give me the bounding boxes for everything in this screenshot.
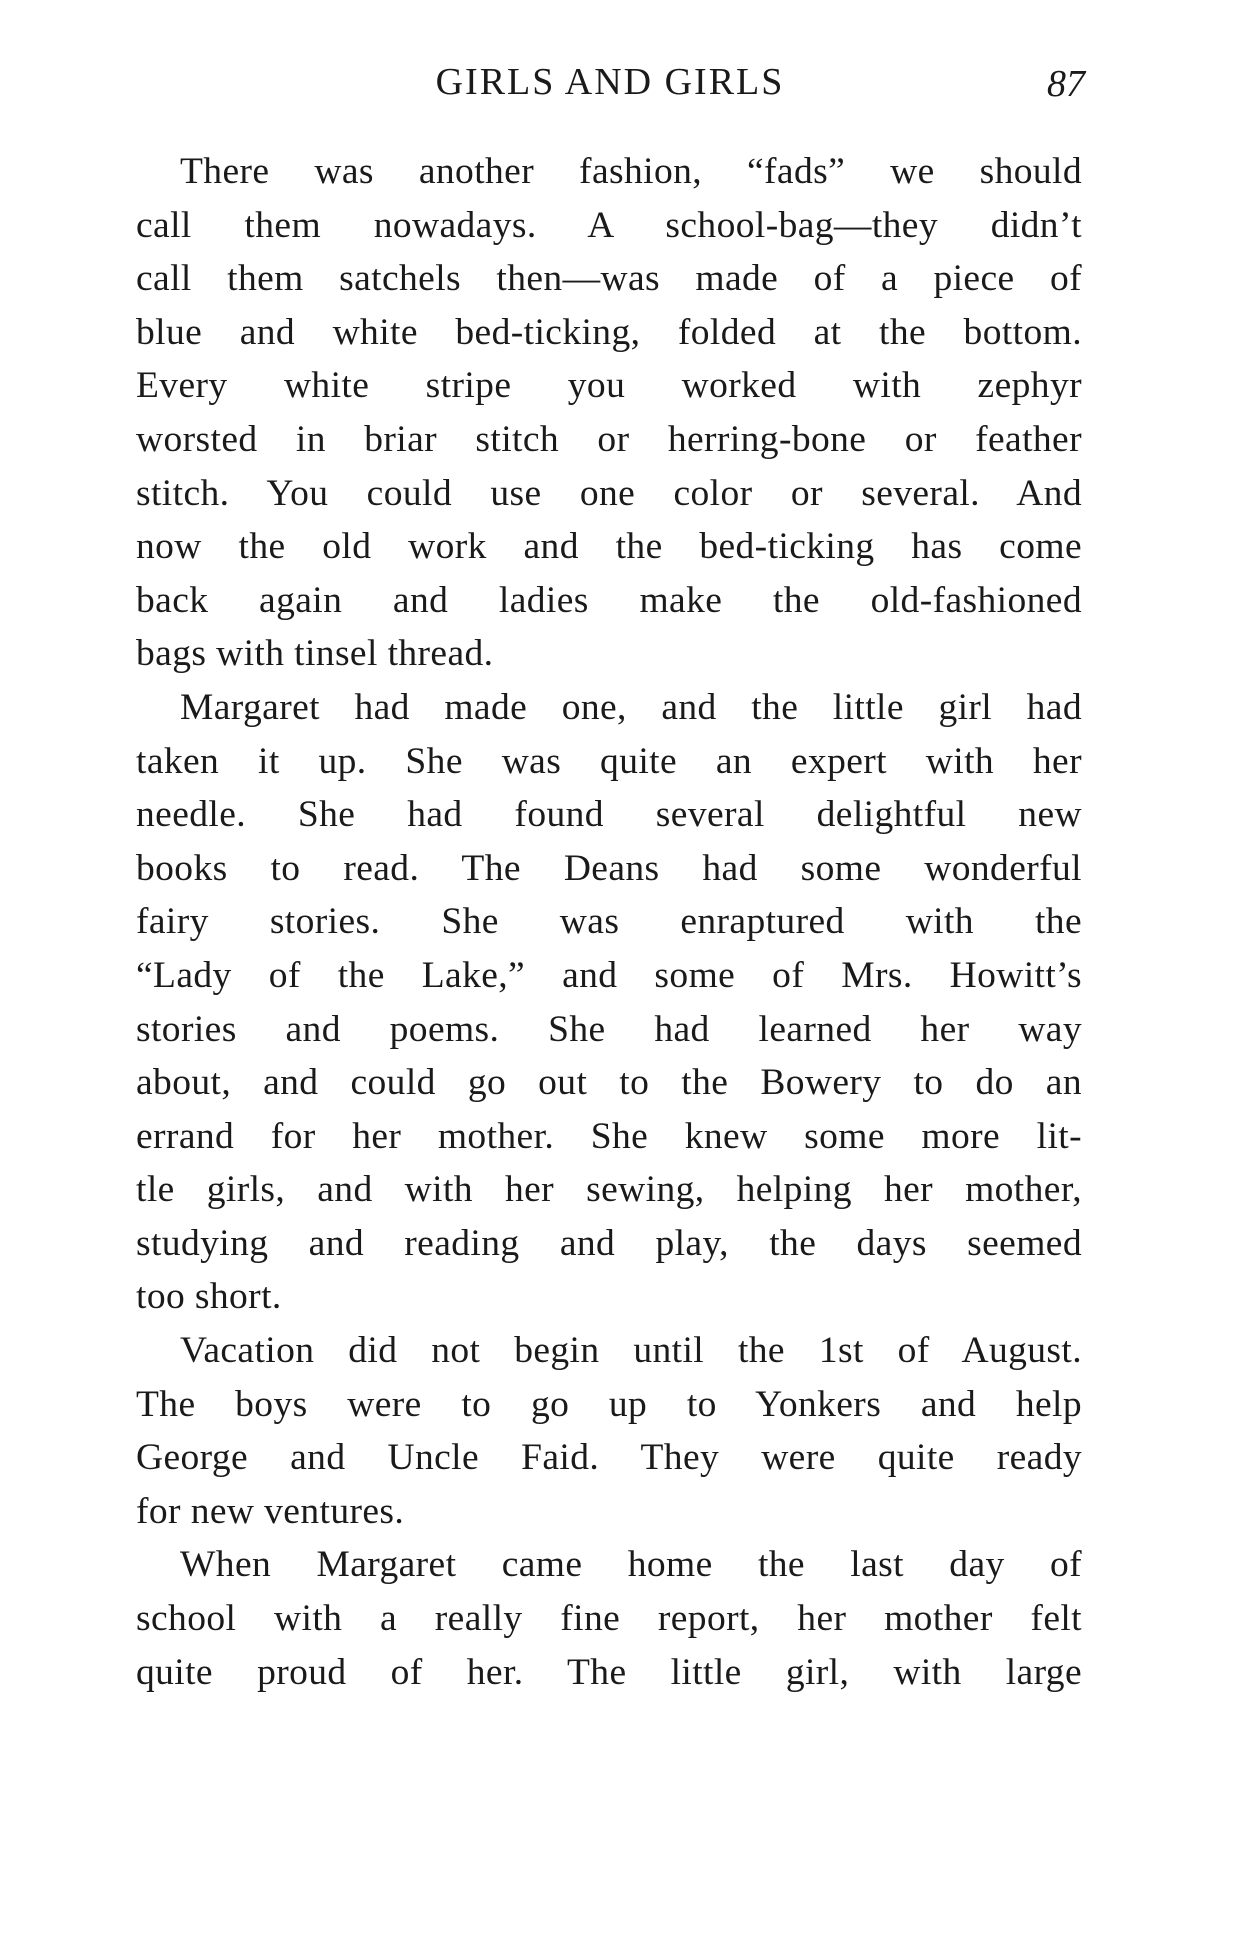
text-line: school with a really fine report, her mother felt xyxy=(136,1598,1082,1640)
page-number: 87 xyxy=(1047,63,1085,105)
text-line: bags with tinsel thread. xyxy=(136,633,494,675)
text-line: about, and could go out to the Bowery to do an xyxy=(136,1062,1082,1104)
text-line: Vacation did not begin until the 1st of August. xyxy=(180,1330,1082,1372)
text-line: call them satchels then—was made of a piece of xyxy=(136,258,1082,300)
text-line: back again and ladies make the old-fashioned xyxy=(136,579,1082,621)
text-line: books to read. The Deans had some wonderful xyxy=(136,847,1082,889)
text-line: blue and white bed-ticking, folded at the bottom. xyxy=(136,311,1082,353)
paragraph xyxy=(136,681,1082,1324)
text-line: for new ventures. xyxy=(136,1490,405,1532)
paragraph xyxy=(136,1538,1082,1699)
text-line: tle girls, and with her sewing, helping her mother, xyxy=(136,1169,1082,1211)
text-line: taken it up. She was quite an expert with her xyxy=(136,740,1082,782)
text-line: needle. She had found several delightful new xyxy=(136,794,1082,836)
text-line: The boys were to go up to Yonkers and help xyxy=(136,1383,1082,1425)
text-line: Every white stripe you worked with zephyr xyxy=(136,365,1082,407)
text-line: studying and reading and play, the days seemed xyxy=(136,1222,1082,1264)
text-line: call them nowadays. A school-bag—they didn’t xyxy=(136,204,1082,246)
text-line: George and Uncle Faid. They were quite ready xyxy=(136,1437,1082,1479)
text-line: Margaret had made one, and the little girl had xyxy=(180,686,1082,728)
text-line: quite proud of her. The little girl, with large xyxy=(136,1651,1082,1693)
paragraph xyxy=(136,1324,1082,1538)
text-line: There was another fashion, “fads” we should xyxy=(180,151,1082,192)
paragraph xyxy=(136,145,1082,681)
text-line: worsted in briar stitch or herring-bone or feather xyxy=(136,418,1082,460)
text-line: stories and poems. She had learned her way xyxy=(136,1008,1082,1050)
text-line: fairy stories. She was enraptured with the xyxy=(136,901,1082,943)
running-title: GIRLS AND GIRLS xyxy=(435,61,785,103)
text-line: stitch. You could use one color or several. And xyxy=(136,472,1082,514)
text-line: When Margaret came home the last day of xyxy=(180,1544,1082,1586)
text-line: now the old work and the bed-ticking has come xyxy=(136,526,1082,568)
text-line: errand for her mother. She knew some more lit- xyxy=(136,1115,1082,1157)
running-head xyxy=(135,60,1085,110)
text-line: too short. xyxy=(136,1276,282,1318)
text-line: “Lady of the Lake,” and some of Mrs. Howitt’s xyxy=(136,954,1082,996)
body-text xyxy=(136,145,1082,1699)
